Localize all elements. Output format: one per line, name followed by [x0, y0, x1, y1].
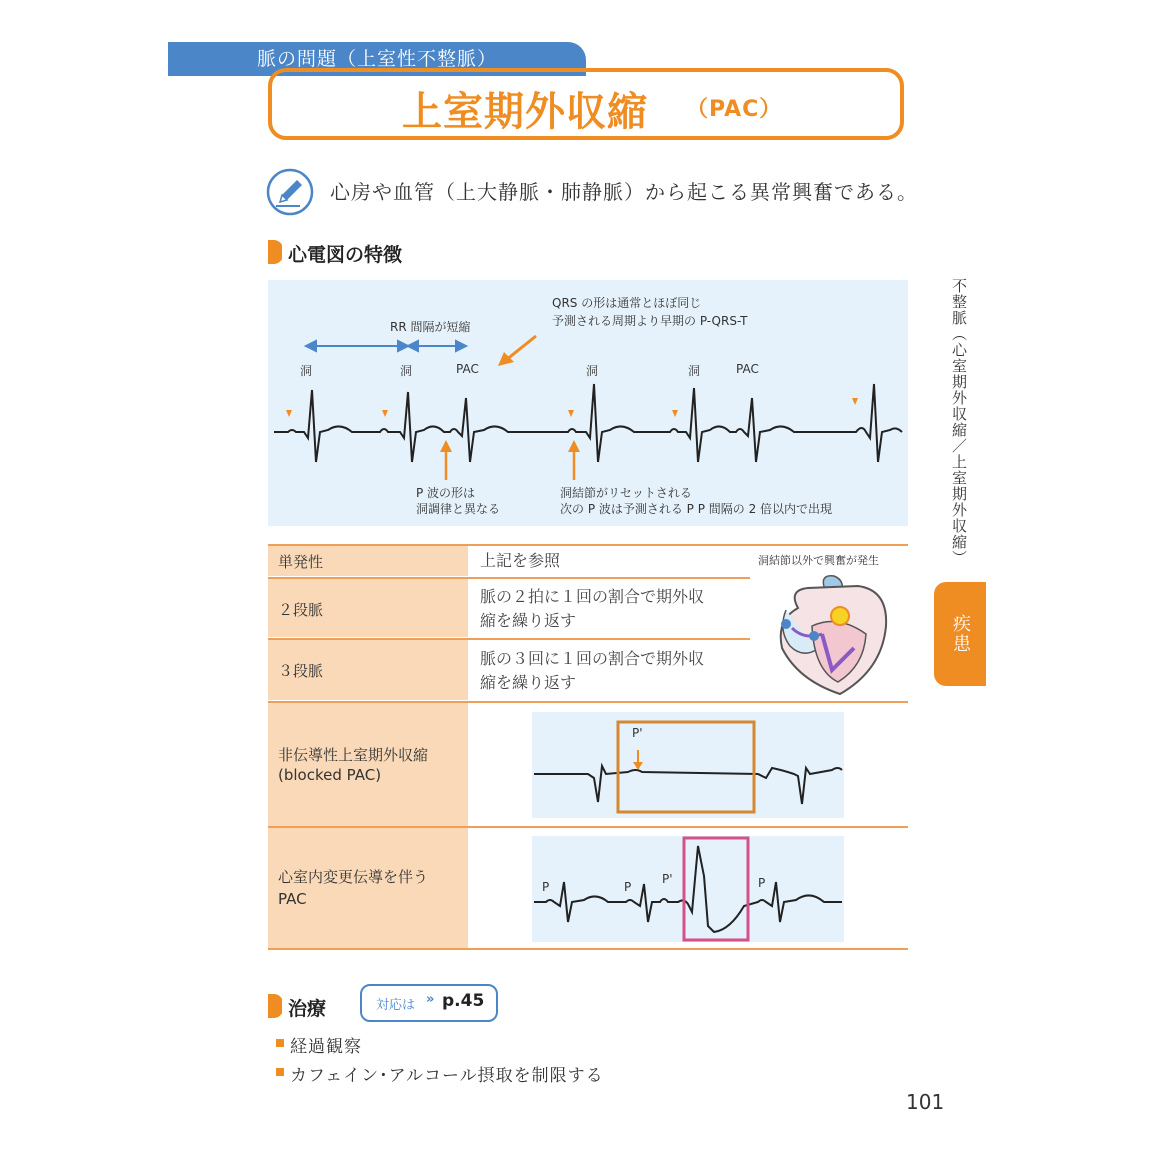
beat-label: PAC — [456, 362, 479, 376]
beat-label: 洞 — [300, 364, 313, 378]
table-border — [268, 948, 908, 950]
p-wave-note-line-1: P 波の形は — [416, 486, 476, 500]
rr-interval-label: RR 間隔が短縮 — [390, 320, 471, 334]
table-row — [268, 703, 468, 827]
double-chevron-icon: » — [426, 992, 435, 1007]
page-number: 101 — [906, 1090, 945, 1114]
row-description-line-2: 縮を繰り返す — [480, 673, 577, 692]
title-abbreviation: （PAC） — [686, 97, 783, 122]
beat-label: 洞 — [688, 364, 701, 378]
pencil-icon — [266, 168, 314, 216]
row-label-line-1: 心室内変更伝導を伴う — [278, 868, 429, 886]
side-vertical-title: 不整脈（心室期外収縮／上室期外収縮） — [950, 278, 968, 566]
reset-note-line-2: 次の P 波は予測される P P 間隔の 2 倍以内で出現 — [560, 502, 833, 516]
treatment-heading: 治療 — [288, 998, 327, 1020]
heart-illustration-icon — [768, 570, 898, 698]
aberrant-pac-ecg — [532, 836, 844, 942]
beat-label: 洞 — [400, 364, 413, 378]
treatment-item: 経過観察 — [290, 1037, 362, 1057]
reset-note-arrow — [568, 440, 580, 480]
aberrant-p-prime-label: P' — [662, 872, 673, 886]
ecg-trace — [274, 384, 902, 462]
row-description-line-2: 縮を繰り返す — [480, 611, 577, 630]
reference-prefix: 対応は — [376, 998, 416, 1013]
qrs-note-arrow — [498, 336, 536, 366]
page-title: 上室期外収縮 — [402, 89, 648, 135]
row-label-line-2: (blocked PAC) — [278, 766, 382, 784]
qrs-note-line-2: 予測される周期より早期の P-QRS-T — [552, 314, 748, 328]
row-label: ２段脈 — [278, 601, 324, 619]
bullet-icon — [276, 1039, 284, 1047]
section-marker-icon — [268, 994, 282, 1018]
beat-label: PAC — [736, 362, 759, 376]
row-label-line-1: 非伝導性上室期外収縮 — [278, 746, 429, 764]
beat-label: 洞 — [586, 364, 599, 378]
treatment-item: カフェイン･アルコール摂取を制限する — [290, 1066, 604, 1086]
category-tab: 脈の問題（上室性不整脈） — [168, 42, 586, 76]
reset-note-line-1: 洞結節がリセットされる — [560, 486, 692, 500]
aberrant-p-label: P — [624, 880, 632, 894]
section-marker-icon — [268, 240, 282, 264]
row-label: ３段脈 — [278, 662, 324, 680]
p-wave-markers — [286, 398, 858, 417]
aberrant-p-label: P — [758, 876, 766, 890]
reference-badge[interactable] — [360, 984, 498, 1022]
row-description-line-1: 脈の２拍に１回の割合で期外収 — [480, 587, 705, 606]
bullet-icon — [276, 1068, 284, 1076]
side-tab-disease: 疾患 — [934, 582, 986, 686]
rr-interval-arrows — [306, 341, 466, 351]
table-row — [268, 828, 468, 948]
ecg-panel — [268, 280, 908, 526]
row-description-line-1: 脈の３回に１回の割合で期外収 — [480, 649, 705, 668]
blocked-p-label: P' — [632, 726, 643, 740]
blocked-pac-ecg — [532, 712, 844, 818]
reference-page: p.45 — [442, 991, 485, 1011]
p-wave-note-arrow — [440, 440, 452, 480]
qrs-note-line-1: QRS の形は通常とほぼ同じ — [552, 296, 702, 310]
p-wave-note-line-2: 洞調律と異なる — [416, 502, 501, 516]
aberrant-p-label: P — [542, 880, 550, 894]
heart-caption: 洞結節以外で興奮が発生 — [758, 554, 879, 567]
row-label-line-2: PAC — [278, 890, 307, 908]
ecg-section-heading: 心電図の特徴 — [288, 244, 403, 266]
summary-text: 心房や血管（上大静脈・肺静脈）から起こる異常興奮である。 — [330, 180, 918, 204]
row-description: 上記を参照 — [480, 551, 561, 570]
row-label: 単発性 — [278, 553, 324, 571]
